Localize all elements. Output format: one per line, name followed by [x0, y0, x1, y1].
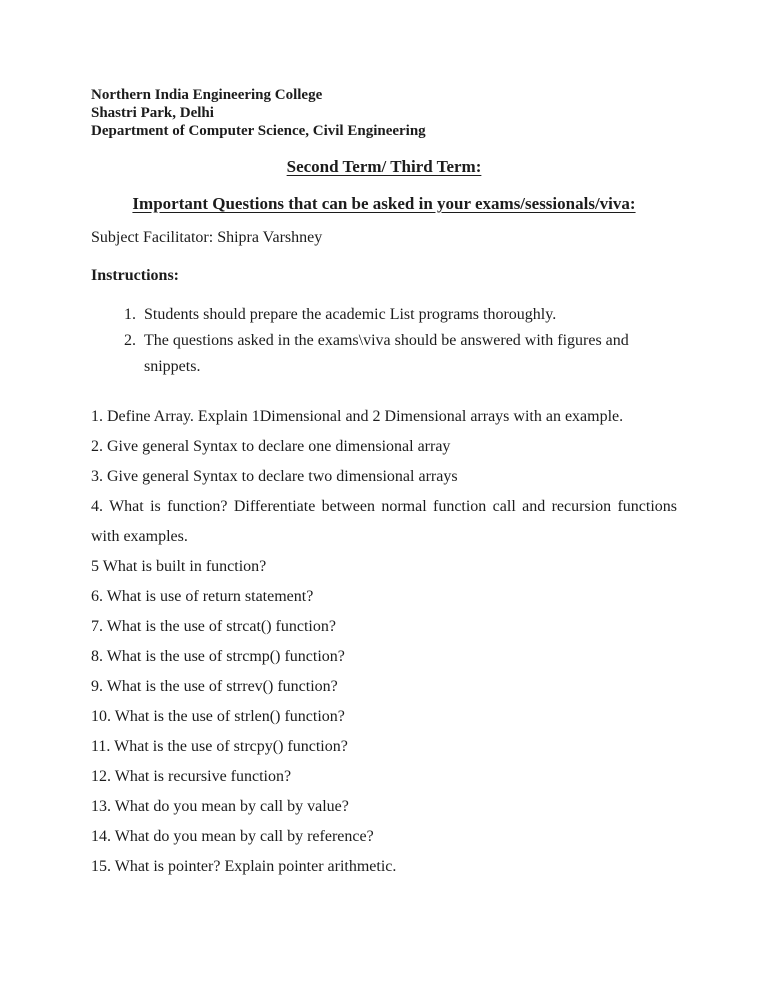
instruction-item: 2. The questions asked in the exams\viva should be answered with figures and snippets. — [140, 328, 677, 380]
important-questions-title: Important Questions that can be asked in your exams/sessionals/viva: — [132, 194, 636, 213]
department-line: Department of Computer Science, Civil Engineering — [91, 123, 426, 139]
question-item: 2. Give general Syntax to declare one dimensional array — [91, 438, 451, 455]
question-item: 7. What is the use of strcat() function? — [91, 618, 336, 635]
questions-list — [91, 402, 677, 882]
college-name: Northern India Engineering College — [91, 87, 323, 103]
term-title: Second Term/ Third Term: — [286, 157, 482, 176]
instructions-heading: Instructions: — [91, 267, 180, 284]
question-item: 13. What do you mean by call by value? — [91, 798, 349, 815]
question-item: 14. What do you mean by call by reference? — [91, 828, 374, 845]
question-item: 10. What is the use of strlen() function? — [91, 708, 345, 725]
question-item: 9. What is the use of strrev() function? — [91, 678, 338, 695]
question-item: 4. What is function? Differentiate between normal function call and recursion functions with examples. — [91, 498, 677, 545]
question-item: 11. What is the use of strcpy() function? — [91, 738, 348, 755]
question-item: 1. Define Array. Explain 1Dimensional and 2 Dimensional arrays with an example. — [91, 408, 624, 425]
question-item: 5 What is built in function? — [91, 558, 267, 575]
instructions-list — [91, 302, 677, 380]
question-item: 12. What is recursive function? — [91, 768, 292, 785]
question-item: 6. What is use of return statement? — [91, 588, 314, 605]
question-item: 3. Give general Syntax to declare two dimensional arrays — [91, 468, 458, 485]
subject-facilitator-line: Subject Facilitator: Shipra Varshney — [91, 229, 323, 246]
instruction-item: 1. Students should prepare the academic List programs thoroughly. — [140, 302, 677, 328]
question-item: 15. What is pointer? Explain pointer arithmetic. — [91, 858, 397, 875]
college-address: Shastri Park, Delhi — [91, 105, 214, 121]
question-item: 8. What is the use of strcmp() function? — [91, 648, 345, 665]
document-header — [91, 86, 677, 140]
